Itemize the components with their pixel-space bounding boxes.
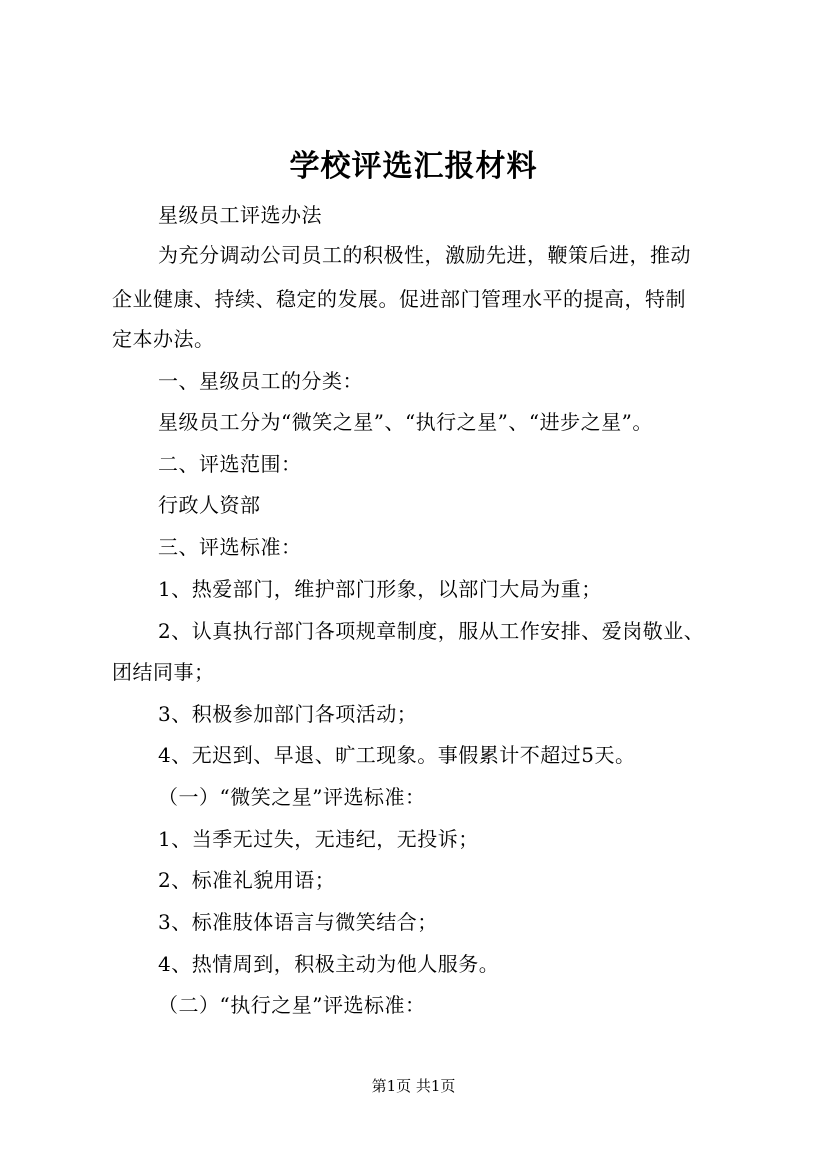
paragraph-line: 企业健康、持续、稳定的发展。促进部门管理水平的提高，特制: [112, 287, 686, 311]
section-heading: 二、评选范围：: [158, 452, 302, 476]
list-item: 2、认真执行部门各项规章制度，服从工作安排、爱岗敬业、: [158, 619, 705, 643]
paragraph-line: 行政人资部: [158, 493, 261, 517]
list-item: 1、当季无过失，无违纪，无投诉；: [158, 827, 479, 851]
section-heading: 三、评选标准：: [158, 535, 302, 559]
list-item: 3、积极参加部门各项活动；: [158, 702, 418, 726]
list-item: 1、热爱部门，维护部门形象，以部门大局为重；: [158, 577, 602, 601]
page-number: 第1页 共1页: [371, 1077, 456, 1095]
list-item: 4、无迟到、早退、旷工现象。事假累计不超过5天。: [158, 743, 636, 767]
section-heading: 一、星级员工的分类：: [158, 369, 363, 393]
subsection-heading: （二）“执行之星”评选标准：: [158, 993, 426, 1017]
paragraph-line: 定本办法。: [112, 327, 215, 351]
subsection-heading: （一）“微笑之星”评选标准：: [158, 785, 426, 809]
list-item-continuation: 团结同事；: [112, 660, 215, 684]
paragraph-line: 星级员工分为“微笑之星”、“执行之星”、“进步之星”。: [158, 410, 653, 434]
list-item: 3、标准肢体语言与微笑结合；: [158, 910, 438, 934]
paragraph-line: 为充分调动公司员工的积极性，激励先进，鞭策后进，推动: [158, 243, 691, 267]
list-item: 4、热情周到，积极主动为他人服务。: [158, 952, 500, 976]
list-item: 2、标准礼貌用语；: [158, 868, 336, 892]
section-heading: 星级员工评选办法: [158, 203, 322, 227]
document-title: 学校评选汇报材料: [289, 149, 538, 184]
